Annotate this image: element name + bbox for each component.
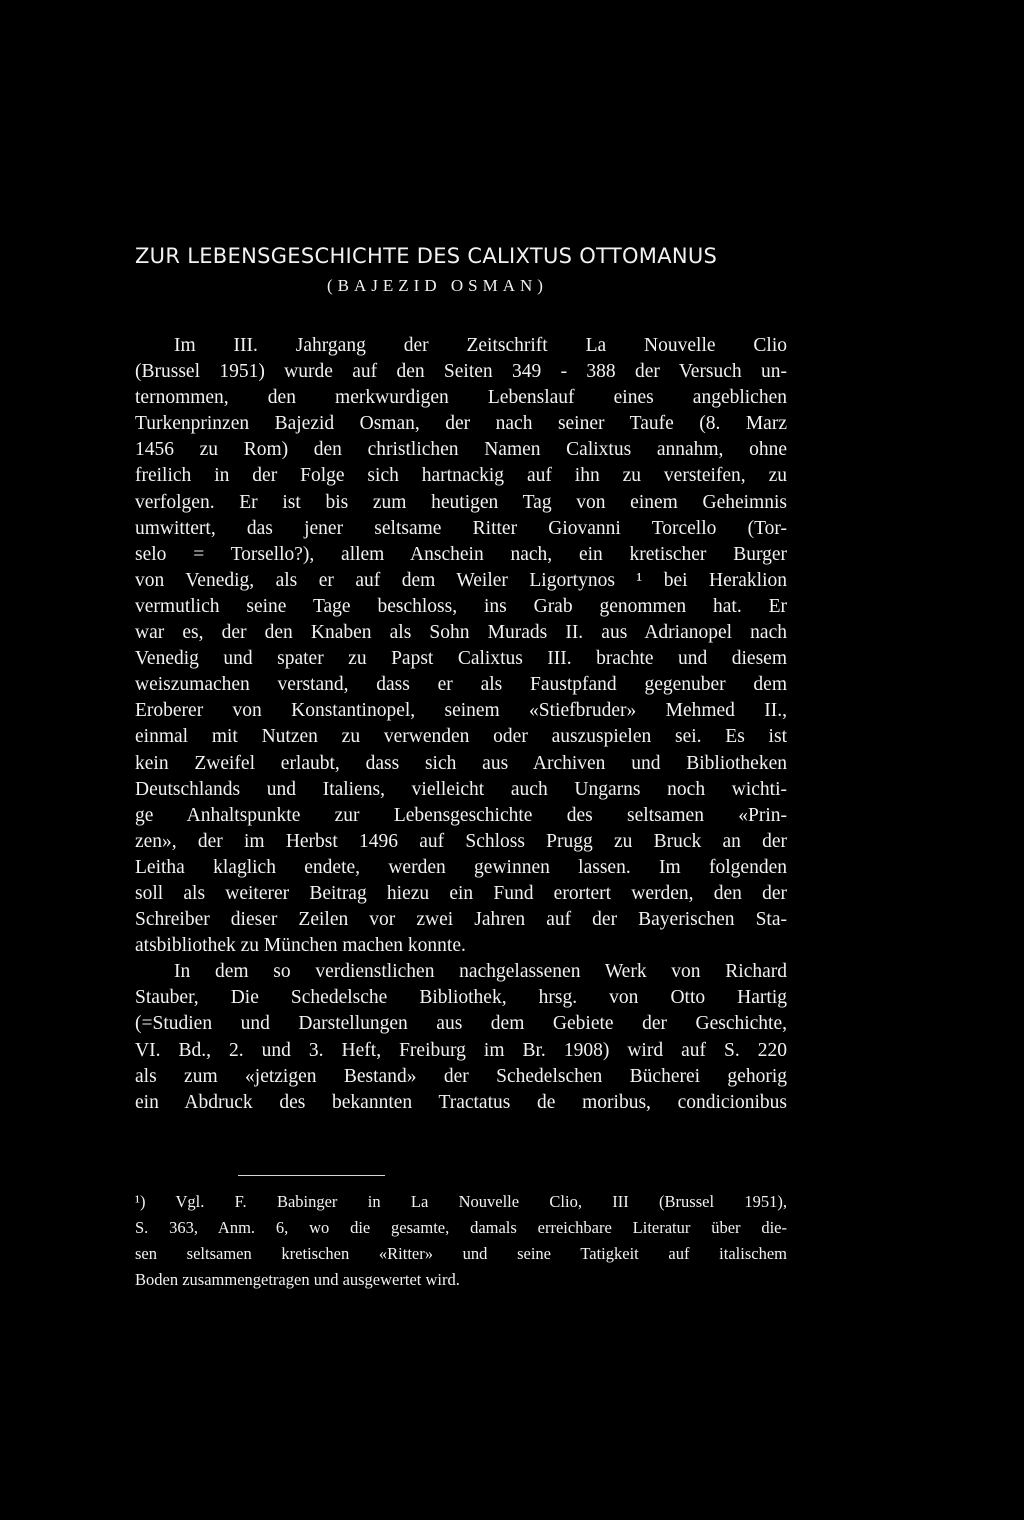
body-line: atsbibliothek zu München machen konnte. [135,935,466,957]
body-line: freilich in der Folge sich hartnackig auf ihn zu versteifen, zu [135,465,787,487]
body-line: ein Abdruck des bekannten Tractatus de moribus, condicionibus [135,1091,787,1113]
body-line: umwittert, das jener seltsame Ritter Giovanni Torcello (Tor- [135,517,787,539]
article-title: ZUR LEBENSGESCHICHTE DES CALIXTUS OTTOMANUS [135,244,718,268]
body-line: In dem so verdienstlichen nachgelassenen Werk von Richard [174,961,787,983]
body-line: (=Studien und Darstellungen aus dem Gebiete der Geschichte, [135,1013,787,1035]
body-line: als zum «jetzigen Bestand» der Schedelschen Bücherei gehorig [135,1065,787,1087]
footnote-divider [238,1175,385,1176]
body-line: weiszumachen verstand, dass er als Faustpfand gegenuber dem [135,674,787,696]
body-line: ge Anhaltspunkte zur Lebensgeschichte des seltsamen «Prin- [135,804,787,826]
body-line: (Brussel 1951) wurde auf den Seiten 349 - 388 der Versuch un- [135,361,787,383]
footnote-line: ¹) Vgl. F. Babinger in La Nouvelle Clio, III (Brussel 1951), [135,1192,787,1211]
body-text [135,333,787,1116]
body-line: kein Zweifel erlaubt, dass sich aus Archiven und Bibliotheken [135,752,787,774]
footnote-line: sen seltsamen kretischen «Ritter» und seine Tatigkeit auf italischem [135,1244,787,1264]
body-line: vermutlich seine Tage beschloss, ins Grab genommen hat. Er [135,595,787,617]
body-line: zen», der im Herbst 1496 auf Schloss Prugg zu Bruck an der [135,830,787,852]
body-line: Deutschlands und Italiens, vielleicht auch Ungarns noch wichti- [135,778,787,800]
article-subtitle: (BAJEZID OSMAN) [327,276,548,295]
body-line: von Venedig, als er auf dem Weiler Ligortynos ¹ bei Heraklion [135,569,787,591]
body-line: Turkenprinzen Bajezid Osman, der nach seiner Taufe (8. Marz [135,413,787,435]
body-line: war es, der den Knaben als Sohn Murads II. aus Adrianopel nach [135,622,787,644]
footnote-line: Boden zusammengetragen und ausgewertet wird. [135,1270,460,1290]
body-line: Im III. Jahrgang der Zeitschrift La Nouvelle Clio [174,335,787,356]
footnote [135,1191,787,1295]
body-line: einmal mit Nutzen zu verwenden oder auszuspielen sei. Es ist [135,726,787,748]
body-line: selo = Torsello?), allem Anschein nach, ein kretischer Burger [135,543,787,565]
body-line: Leitha klaglich endete, werden gewinnen lassen. Im folgenden [135,856,787,878]
body-line: Eroberer von Konstantinopel, seinem «Stiefbruder» Mehmed II., [135,700,787,722]
body-line: verfolgen. Er ist bis zum heutigen Tag von einem Geheimnis [135,491,787,513]
footnote-line: S. 363, Anm. 6, wo die gesamte, damals erreichbare Literatur über die- [135,1218,787,1238]
body-line: 1456 zu Rom) den christlichen Namen Calixtus annahm, ohne [135,439,787,461]
body-line: VI. Bd., 2. und 3. Heft, Freiburg im Br. 1908) wird auf S. 220 [135,1039,787,1061]
body-line: ternommen, den merkwurdigen Lebenslauf eines angeblichen [135,387,787,409]
body-line: soll als weiterer Beitrag hiezu ein Fund erortert werden, den der [135,882,787,904]
body-line: Venedig und spater zu Papst Calixtus III. brachte und diesem [135,648,787,670]
body-line: Schreiber dieser Zeilen vor zwei Jahren auf der Bayerischen Sta- [135,909,787,931]
body-line: Stauber, Die Schedelsche Bibliothek, hrsg. von Otto Hartig [135,987,787,1009]
